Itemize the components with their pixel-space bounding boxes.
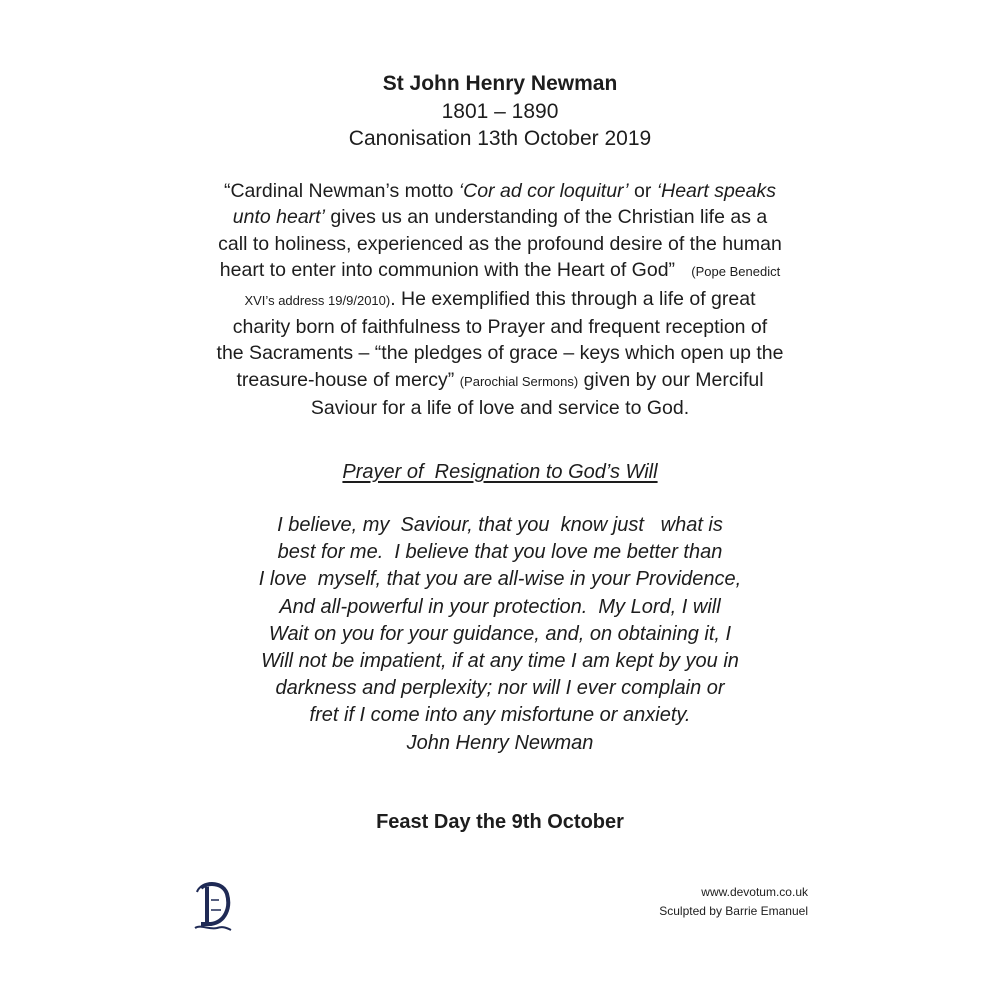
life-dates: 1801 – 1890 [441,100,559,123]
prayer-line: fret if I come into any misfortune or anxiety. [309,704,691,727]
devotum-logo-icon [193,878,233,934]
quote-line: charity born of faithfulness to Prayer and frequent reception of [232,316,768,339]
quote-line [0,178,1000,204]
motto-english: unto heart’ [232,206,325,229]
motto-latin: ‘Cor ad cor loquitur’ [458,180,629,202]
prayer-line: I believe, my Saviour, that you know just what is [277,514,723,536]
quote-text: . He exemplified this through a life of great [390,287,756,310]
quote-paragraph [0,178,1000,422]
quote-text: treasure-house of mercy” [236,368,455,391]
quote-line [0,286,1000,314]
website-link[interactable]: www.devotum.co.uk [701,885,808,899]
citation-sermons: (Parochial Sermons) [459,373,579,389]
sculptor-credit: Sculpted by Barrie Emanuel [659,904,808,918]
quote-text: heart to enter into communion with the Heart of God” [219,259,676,282]
quote-line: call to holiness, experienced as the profound desire of the human [218,232,782,255]
quote-line [0,204,1000,230]
prayer-line: And all-powerful in your protection. My Lord, I will [279,595,721,618]
quote-line: the Sacraments – “the pledges of grace – keys which open up the [216,342,784,365]
quote-line [0,257,1000,285]
prayer-line: Will not be impatient, if at any time I am kept by you in [261,650,739,673]
prayer-title [0,459,1000,485]
quote-text: or [628,180,657,202]
footer-credits [659,883,808,921]
page-title: St John Henry Newman [382,72,618,95]
feast-day: Feast Day the 9th October [376,811,624,833]
prayer-text [0,512,1000,757]
prayer-author: John Henry Newman [406,731,594,754]
canonisation-date: Canonisation 13th October 2019 [348,127,652,150]
quote-text: “Cardinal Newman’s motto [223,180,459,202]
prayer-line: I love myself, that you are all-wise in your Providence, [258,568,742,591]
motto-english: ‘Heart speaks [656,180,776,202]
prayer-line: best for me. I believe that you love me better than [277,541,723,564]
prayer-title-text: Prayer of Resignation to God’s Will [342,461,658,483]
quote-text: given by our Merciful [578,368,764,391]
quote-text: gives us an understanding of the Christian life as a [324,206,768,229]
citation-pope: XVI’s address 19/9/2010) [244,292,391,308]
prayer-line: darkness and perplexity; nor will I ever complain or [275,677,725,700]
prayer-line: Wait on you for your guidance, and, on obtaining it, I [268,622,732,645]
citation-pope: (Pope Benedict [691,264,781,280]
quote-line [0,367,1000,395]
quote-line: Saviour for a life of love and service to God. [310,397,690,420]
